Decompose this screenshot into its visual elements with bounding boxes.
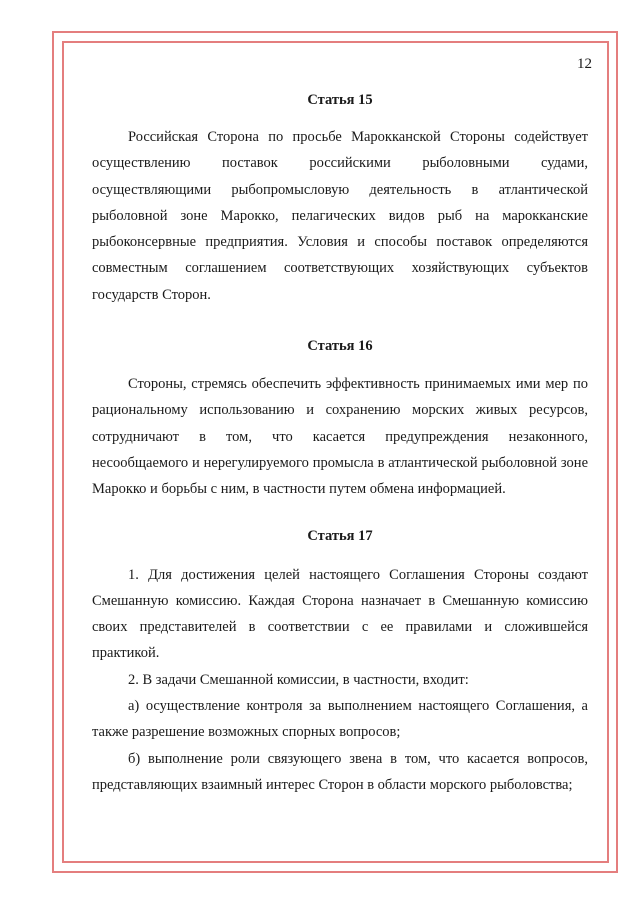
article-15-text: Российская Сторона по просьбе Марокканской Стороны содействует осуществлению поставок российскими рыболовными судами, осуществляющими рыбопромысловую деятельность в атлантической рыболовной зоне Марокко, пелагических видов рыб на марокканские рыбоконсервные предприятия. Условия и способы поставок определяются совместным соглашением соответствующих хозяйствующих субъектов государств Сторон. [92,129,588,303]
article-16-heading: Статья 16 [307,338,373,355]
page-number: 12 [577,56,592,72]
article-17-item-b: б) выполнение роли связующего звена в том, что касается вопросов, представляющих взаимный интерес Сторон в области морского рыболовства; [92,750,588,793]
article-17-heading: Статья 17 [307,527,373,544]
article-17-paragraph-2: 2. В задачи Смешанной комиссии, в частности, входит: [128,671,469,688]
article-15-heading: Статья 15 [307,92,373,108]
article-17-item-a: а) осуществление контроля за выполнением настоящего Соглашения, а также разрешение возможных спорных вопросов; [92,698,588,741]
article-16-text: Стороны, стремясь обеспечить эффективность принимаемых ими мер по рациональному использованию и сохранению морских живых ресурсов, сотрудничают в том, что касается предупреждения незаконного, несообщаемого и нерегулируемого промысла в атлантической рыболовной зоне Марокко и борьбы с ним, в частности путем обмена информацией. [92,376,588,498]
document-body [92,90,588,798]
article-17-paragraph-1: 1. Для достижения целей настоящего Соглашения Стороны создают Смешанную комиссию. Каждая Сторона назначает в Смешанную комиссию своих представителей в соответствии с ее правилами и сложившейся практикой. [92,566,588,662]
